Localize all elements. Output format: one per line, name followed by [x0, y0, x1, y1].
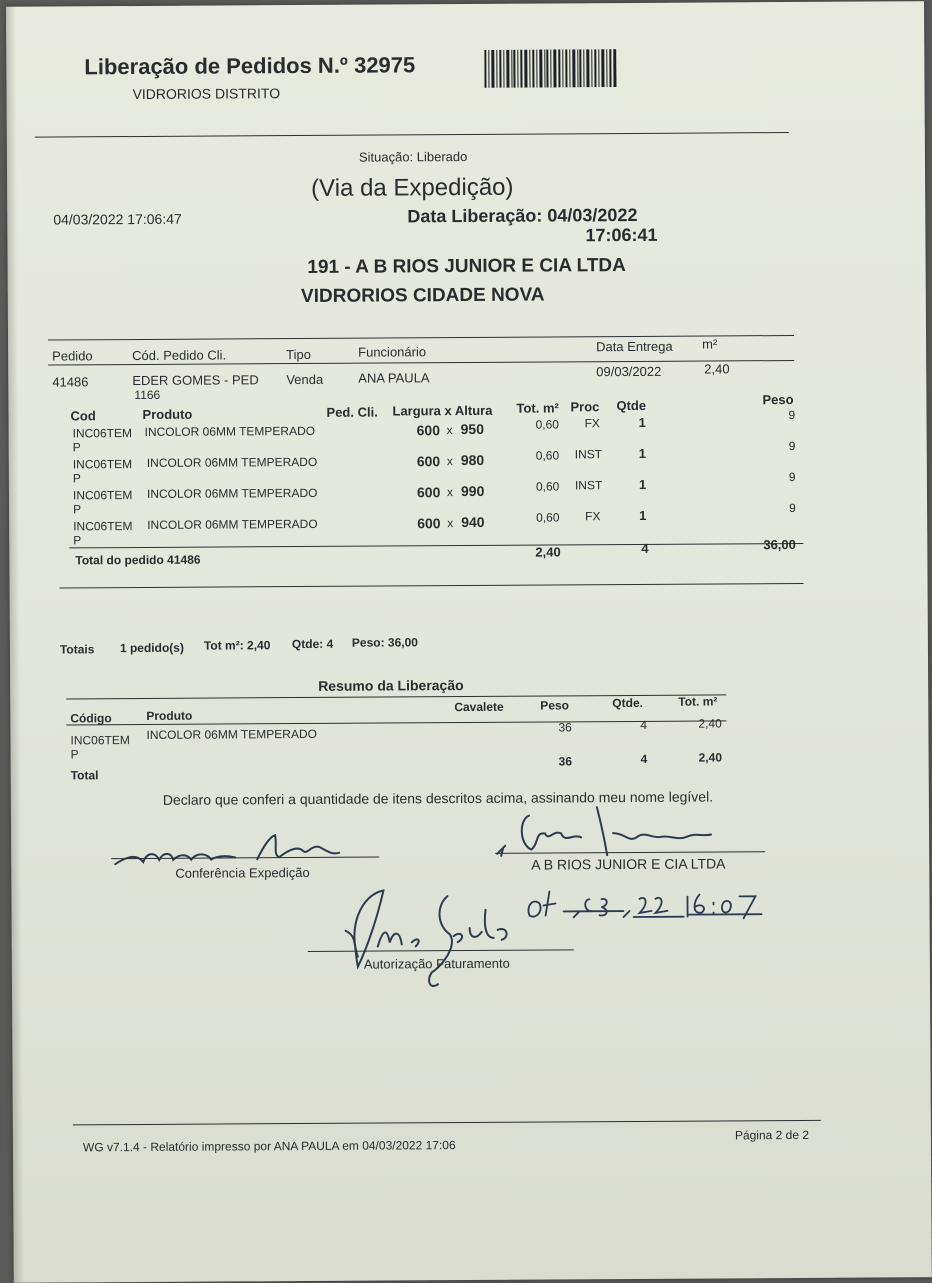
item-cod: INC06TEM [72, 488, 133, 503]
item-x: x [446, 485, 454, 500]
item-x: x [446, 423, 453, 438]
item-col-cod: Cod [70, 408, 96, 424]
divider [69, 543, 803, 548]
barcode-icon [484, 49, 616, 88]
resumo-peso: 36 [558, 720, 572, 735]
item-cod: INC06TEM [73, 519, 133, 534]
order-total-qtde: 4 [641, 540, 649, 556]
resumo-col-cavalete: Cavalete [454, 699, 504, 715]
totais-qtde: Qtde: 4 [291, 636, 334, 652]
document-title: Liberação de Pedidos N.º 32975 [84, 52, 416, 80]
col-data-entrega: Data Entrega [596, 338, 673, 355]
resumo-qtde: 4 [640, 717, 648, 732]
totais-label: Totais [59, 642, 95, 657]
data-liberacao: Data Liberação: 04/03/2022 [407, 204, 638, 227]
signature-autorizacao-label: Autorização Faturamento [363, 955, 510, 972]
item-produto: INCOLOR 06MM TEMPERADO [146, 454, 318, 470]
resumo-total-tot-m2: 2,40 [698, 750, 723, 765]
col-tipo: Tipo [286, 346, 311, 363]
order-cod-cli: EDER GOMES - PED [132, 372, 259, 389]
item-col-qtde: Qtde [616, 397, 647, 414]
order-data-entrega: 09/03/2022 [596, 363, 662, 380]
item-col-peso: Peso [762, 392, 794, 408]
order-total-peso: 36,00 [763, 536, 796, 553]
item-tot-m2: 0,60 [536, 510, 560, 525]
item-tot-m2: 0,60 [535, 417, 559, 432]
resumo-total-label: Total [70, 768, 99, 783]
footer-report-info: WG v7.1.4 - Relatório impresso por ANA PAULA em 04/03/2022 17:06 [82, 1138, 456, 1155]
signature-cliente-label: A B RIOS JUNIOR E CIA LTDA [531, 855, 726, 873]
order-total-m2: 2,40 [535, 544, 561, 560]
client-store: VIDRORIOS CIDADE NOVA [300, 284, 545, 308]
resumo-col-produto: Produto [146, 708, 193, 723]
paper-shadow [6, 7, 24, 1283]
via-label: (Via da Expedição) [311, 173, 514, 202]
item-cod-2: P [72, 471, 81, 486]
order-m2: 2,40 [704, 361, 730, 377]
item-peso: 9 [788, 407, 796, 423]
col-cod-pedido-cli: Cód. Pedido Cli. [132, 347, 227, 364]
item-produto: INCOLOR 06MM TEMPERADO [144, 423, 316, 439]
resumo-col-tot-m2: Tot. m² [678, 694, 718, 709]
order-total-label: Total do pedido 41486 [75, 552, 201, 568]
company-name: VIDRORIOS DISTRITO [132, 85, 281, 103]
print-datetime: 04/03/2022 17:06:47 [53, 210, 182, 228]
item-qtde: 1 [638, 476, 647, 492]
item-largura: 600 [417, 515, 441, 532]
item-cod: INC06TEM [72, 426, 133, 441]
item-altura: 950 [460, 420, 485, 438]
resumo-total-peso: 36 [558, 754, 573, 769]
item-col-proc: Proc [570, 399, 600, 415]
client-name: 191 - A B RIOS JUNIOR E CIA LTDA [307, 255, 626, 278]
signature-conferencia-label: Conferência Expedição [175, 864, 310, 881]
order-pedido: 41486 [52, 374, 89, 390]
handwritten-date: 04 03 22 16:07 [523, 881, 531, 883]
divider [73, 1120, 821, 1126]
item-col-tot-m2: Tot. m² [516, 400, 559, 416]
signature-autorizacao-icon [317, 886, 528, 997]
item-proc: FX [585, 509, 601, 524]
order-cod-cli-2: 1166 [134, 387, 161, 403]
handwritten-date-icon [523, 880, 773, 928]
item-altura: 980 [460, 451, 485, 469]
item-x: x [446, 454, 453, 469]
document-page [6, 1, 932, 1283]
order-tipo: Venda [286, 371, 324, 388]
resumo-codigo-2: P [70, 747, 79, 762]
resumo-col-peso: Peso [540, 698, 570, 713]
resumo-tot-m2: 2,40 [698, 716, 722, 731]
resumo-col-codigo: Código [70, 711, 112, 726]
item-col-ped-cli: Ped. Cli. [326, 404, 378, 420]
divider [60, 583, 804, 589]
item-produto: INCOLOR 06MM TEMPERADO [146, 485, 318, 501]
resumo-col-qtde: Qtde. [612, 695, 643, 711]
col-m2: m² [702, 336, 718, 352]
order-funcionario: ANA PAULA [358, 370, 430, 386]
item-x: x [447, 516, 454, 531]
divider [35, 132, 789, 138]
item-qtde: 1 [638, 445, 647, 461]
item-largura: 600 [416, 453, 441, 470]
declaration-text: Declaro que conferi a quantidade de itens descritos acima, assinando meu nome legível. [162, 788, 714, 808]
item-col-produto: Produto [142, 406, 193, 422]
item-cod-2: P [72, 440, 81, 455]
item-qtde: 1 [639, 507, 647, 523]
item-peso: 9 [788, 469, 796, 485]
data-liberacao-time: 17:06:41 [585, 224, 658, 246]
item-tot-m2: 0,60 [535, 448, 560, 463]
resumo-produto: INCOLOR 06MM TEMPERADO [146, 726, 317, 742]
item-proc: FX [584, 416, 600, 431]
totais-pedidos: 1 pedido(s) [119, 640, 184, 656]
footer-page-number: Página 2 de 2 [734, 1127, 810, 1143]
item-proc: INST [574, 447, 603, 462]
item-tot-m2: 0,60 [535, 479, 560, 494]
totais-peso: Peso: 36,00 [351, 635, 418, 650]
item-altura: 940 [461, 513, 485, 531]
item-peso: 9 [788, 438, 796, 454]
resumo-title: Resumo da Liberação [318, 677, 464, 694]
item-proc: INST [574, 478, 603, 493]
item-col-largura-altura: Largura x Altura [392, 402, 493, 419]
item-altura: 990 [460, 482, 485, 500]
item-peso: 9 [789, 500, 796, 516]
item-cod: INC06TEM [72, 457, 133, 472]
item-produto: INCOLOR 06MM TEMPERADO [147, 516, 318, 532]
col-pedido: Pedido [52, 348, 93, 364]
item-qtde: 1 [638, 414, 646, 430]
col-funcionario: Funcionário [358, 344, 427, 360]
item-cod-2: P [73, 533, 82, 548]
totais-m2: Tot m²: 2,40 [203, 638, 271, 653]
item-cod-2: P [73, 502, 82, 517]
resumo-codigo: INC06TEM [70, 733, 130, 748]
divider [48, 335, 794, 341]
resumo-total-qtde: 4 [640, 751, 648, 766]
situacao-label: Situação: Liberado [358, 148, 468, 165]
item-largura: 600 [416, 484, 441, 501]
item-largura: 600 [416, 422, 441, 439]
